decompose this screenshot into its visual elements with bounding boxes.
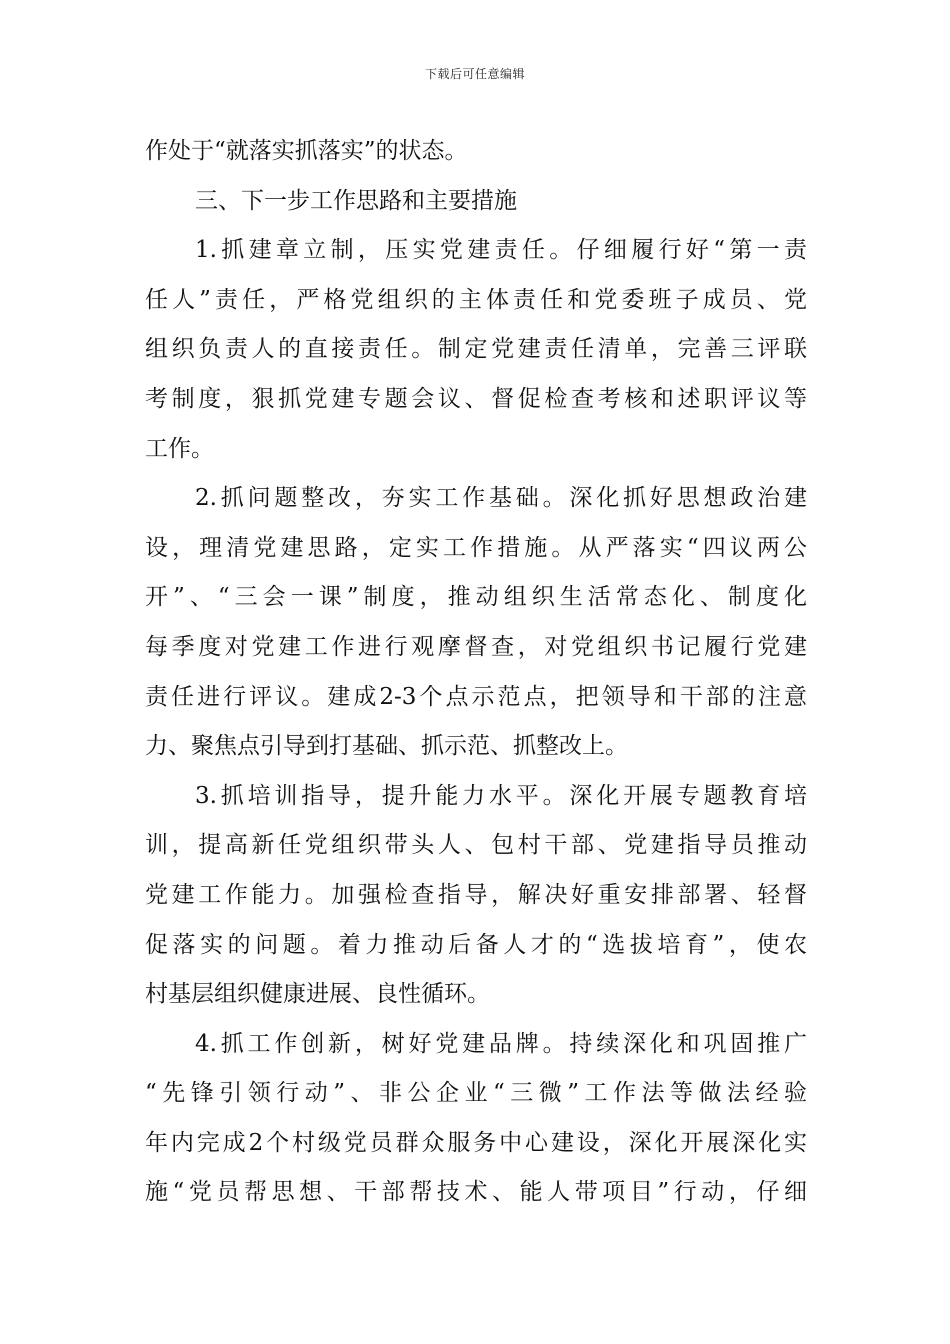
text-line: 工作。 [145, 435, 214, 462]
text-line: 设，理清党建思路，定实工作措施。从严落实“四议两公 [145, 534, 807, 561]
text-line: “先锋引领行动”、非公企业“三微”工作法等做法经验 [145, 1080, 807, 1107]
text-line: 1.抓建章立制，压实党建责任。仔细履行好“第一责 [195, 237, 807, 264]
text-line: 开”、“三会一课”制度，推动组织生活常态化、制度化 [145, 584, 807, 611]
text-line: 党建工作能力。加强检查指导，解决好重安排部署、轻督 [145, 881, 807, 908]
text-line: 责任进行评议。建成2-3个点示范点，把领导和干部的注意 [145, 683, 807, 710]
text-line: 训，提高新任党组织带头人、包村干部、党建指导员推动 [145, 832, 807, 859]
text-line: 4.抓工作创新，树好党建品牌。持续深化和巩固推广 [195, 1030, 807, 1057]
section-heading: 三、下一步工作思路和主要措施 [195, 187, 517, 214]
text-line: 任人”责任，严格党组织的主体责任和党委班子成员、党 [145, 286, 807, 313]
text-line: 施“党员帮思想、干部帮技术、能人带项目”行动，仔细 [145, 1179, 807, 1206]
document-body [145, 127, 807, 1218]
text-line: 村基层组织健康进展、良性循环。 [145, 981, 490, 1008]
text-line: 2.抓问题整改，夯实工作基础。深化抓好思想政治建 [195, 485, 807, 512]
text-line: 年内完成2个村级党员群众服务中心建设，深化开展深化实 [145, 1129, 807, 1156]
text-line: 3.抓培训指导，提升能力水平。深化开展专题教育培 [195, 782, 807, 809]
text-line: 考制度，狠抓党建专题会议、督促检查考核和述职评议等 [145, 385, 807, 412]
text-line: 力、聚焦点引导到打基础、抓示范、抓整改上。 [145, 733, 628, 760]
text-line: 组织负责人的直接责任。制定党建责任清单，完善三评联 [145, 336, 807, 363]
text-line: 促落实的问题。着力推动后备人才的“选拔培育”，使农 [145, 931, 807, 958]
text-line: 每季度对党建工作进行观摩督查，对党组织书记履行党建 [145, 633, 807, 660]
text-line: 作处于“就落实抓落实”的状态。 [145, 138, 468, 164]
page-header-note: 下载后可任意编辑 [424, 67, 525, 81]
